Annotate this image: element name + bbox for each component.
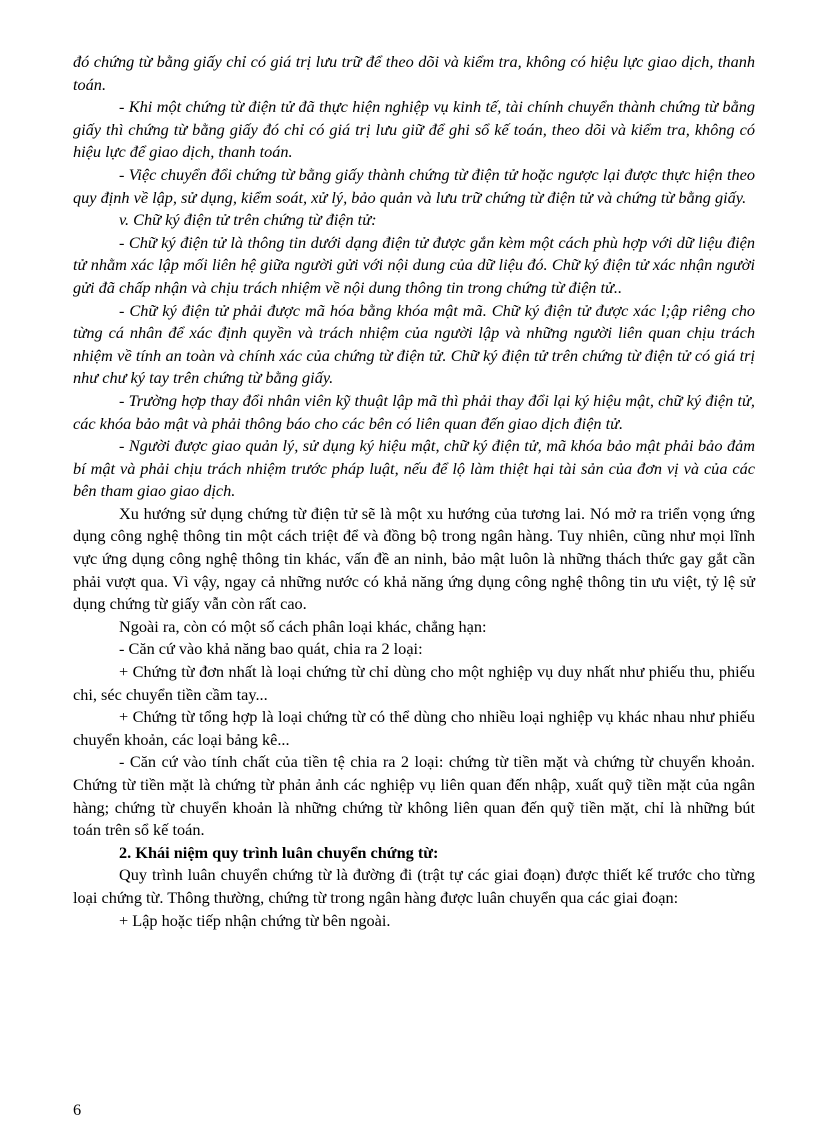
document-body <box>73 51 755 932</box>
paragraph: Ngoài ra, còn có một số cách phân loại khác, chẳng hạn: <box>119 616 487 636</box>
paragraph: + Lập hoặc tiếp nhận chứng từ bên ngoài. <box>119 910 391 930</box>
paragraph: - Căn cứ vào tính chất của tiền tệ chia ra 2 loại: chứng từ tiền mặt và chứng từ chuyển khoản. Chứng từ tiền mặt là chứng từ phản ảnh các nghiệp vụ liên quan đến nhập, xuất quỹ tiền mặt của ngân hàng; chứng từ chuyển khoản là những chứng từ không liên quan đến quỹ tiền mặt, chỉ là những bút toán trên sổ kế toán. <box>73 752 755 840</box>
paragraph: - Khi một chứng từ điện tử đã thực hiện nghiệp vụ kinh tế, tài chính chuyển thành chứng từ bằng giấy thì chứng từ bằng giấy đó chỉ có giá trị lưu giữ để ghi sổ kế toán, theo dõi và kiểm tra, không có hiệu lực để giao dịch, thanh toán. <box>73 97 755 162</box>
paragraph: - Căn cứ vào khả năng bao quát, chia ra 2 loại: <box>119 639 423 659</box>
paragraph: đó chứng từ bằng giấy chỉ có giá trị lưu trữ để theo dõi và kiểm tra, không có hiệu lực giao dịch, thanh toán. <box>73 52 755 94</box>
paragraph: Quy trình luân chuyển chứng từ là đường đi (trật tự các giai đoạn) được thiết kế trước cho từng loại chứng từ. Thông thường, chứng từ trong ngân hàng được luân chuyển qua các giai đoạn: <box>73 865 755 907</box>
paragraph: - Việc chuyển đổi chứng từ bằng giấy thành chứng từ điện tử hoặc ngược lại được thực hiện theo quy định về lập, sử dụng, kiểm soát, xử lý, bảo quản và lưu trữ chứng từ điện tử và chứng từ bằng giấy. <box>73 164 755 207</box>
paragraph: + Chứng từ tổng hợp là loại chứng từ có thể dùng cho nhiều loại nghiệp vụ khác nhau như phiếu chuyển khoản, các loại bảng kê... <box>73 707 755 749</box>
section-heading: 2. Khái niệm quy trình luân chuyển chứng từ: <box>119 842 439 862</box>
paragraph: - Người được giao quản lý, sử dụng ký hiệu mật, chữ ký điện tử, mã khóa bảo mật phải bảo đảm bí mật và phải chịu trách nhiệm trước pháp luật, nếu để lộ làm thiệt hại tài sản của đơn vị và của các bên tham giao giao dịch. <box>73 436 755 501</box>
paragraph: - Chữ ký điện tử là thông tin dưới dạng điện tử được gắn kèm một cách phù hợp với dữ liệu điện tử nhằm xác lập mối liên hệ giữa người gửi với nội dung của dữ liệu đó. Chữ ký điện tử xác nhận người gửi đã chấp nhận và chịu trách nhiệm về nội dung thông tin trong chứng từ điện tử.. <box>73 232 755 297</box>
paragraph: - Trường hợp thay đổi nhân viên kỹ thuật lập mã thì phải thay đổi lại ký hiệu mật, chữ ký điện tử, các khóa bảo mật và phải thông báo cho các bên có liên quan đến giao dịch điện tử. <box>73 390 755 433</box>
section-heading: v. Chữ ký điện tử trên chứng từ điện tử: <box>119 210 377 230</box>
page-number: 6 <box>73 1100 82 1119</box>
paragraph: Xu hướng sử dụng chứng từ điện tử sẽ là một xu hướng của tương lai. Nó mở ra triển vọng ứng dụng công nghệ thông tin một cách triệt để và đồng bộ trong ngân hàng. Tuy nhiên, cũng như mọi lĩnh vực ứng dụng công nghệ thông tin khác, vấn đề an ninh, bảo mật luôn là những thách thức gay gắt cần phải vượt qua. Vì vậy, ngay cả những nước có khả năng ứng dụng công nghệ thông tin ưu việt, tỷ lệ sử dụng chứng từ giấy vẫn còn rất cao. <box>73 503 755 614</box>
paragraph: - Chữ ký điện tử phải được mã hóa bằng khóa mật mã. Chữ ký điện tử được xác l;ập riêng cho từng cá nhân để xác định quyền và trách nhiệm của người lập và những người liên quan chịu trách nhiệm về tính an toàn và chính xác của chứng từ điện tử. Chữ ký điện tử trên chứng từ điện tử có giá trị như chư ký tay trên chứng từ bằng giấy. <box>73 300 755 388</box>
paragraph: + Chứng từ đơn nhất là loại chứng từ chỉ dùng cho một nghiệp vụ duy nhất như phiếu thu, phiếu chi, séc chuyển tiền cầm tay... <box>73 662 755 704</box>
